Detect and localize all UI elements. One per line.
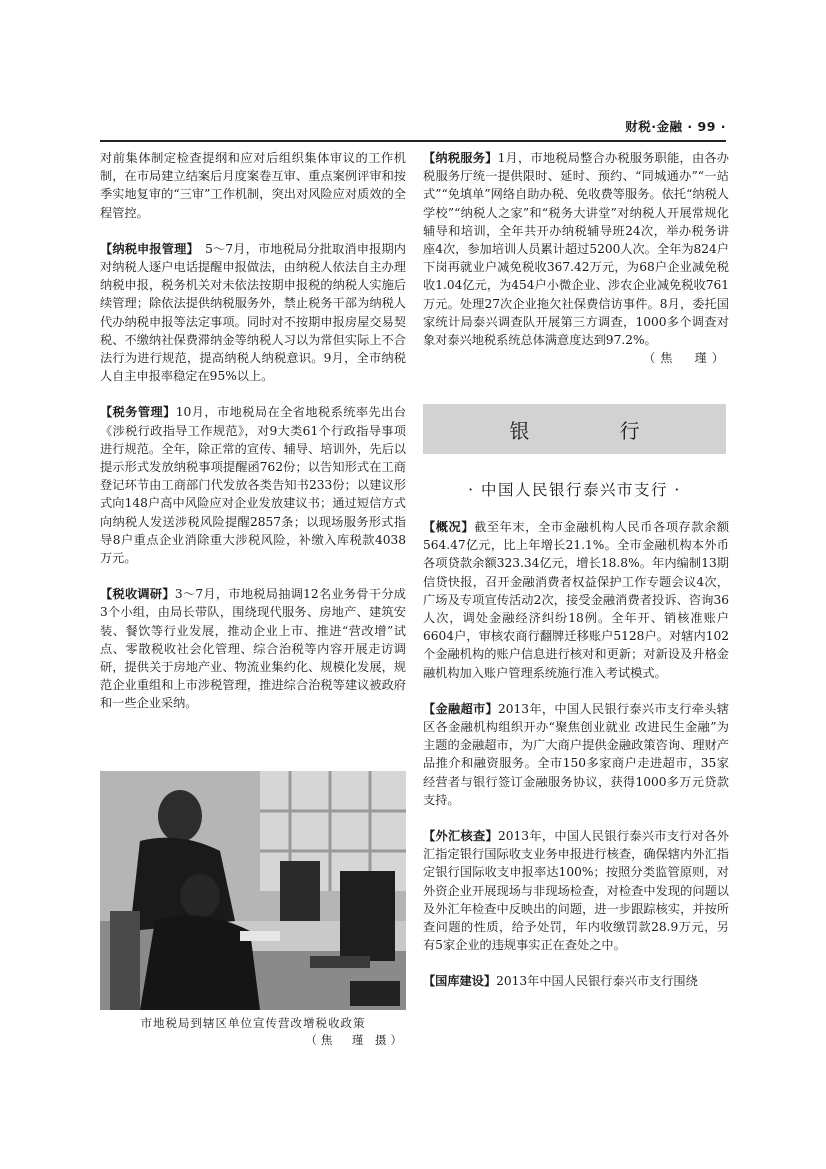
section-tag: 【金融超市】 <box>423 701 498 716</box>
section-tax-service <box>423 149 729 349</box>
section-body: 2013年，中国人民银行泰兴市支行对各外汇指定银行国际收支业务申报进行核查，确保辖内外汇指定银行国际收支申报率达100%；按照分类监管原则，对外资企业开展现场与非现场检查，对检查中发现的问题以及外汇年检查中反映出的问题，进一步跟踪核实，并按所查问题的性质，给予处罚，年内收缴罚款28.9万元，另有5家企业的违规事实正在查处之中。 <box>423 829 729 953</box>
subsection-title: · 中国人民银行泰兴市支行 · <box>468 481 681 499</box>
photo-illustration <box>100 771 406 1010</box>
header-rule <box>100 140 726 142</box>
section-body: 10月，市地税局在全省地税系统率先出台《涉税行政指导工作规范》，对9大类61个行政指导事项进行规范。全年，除正常的宣传、辅导、培训外，先后以提示形式发放纳税事项提醒函762份；以告知形式在工商登记环节由工商部门代发放各类告知书233份；以建议形式向148户高中风险应对企业发放建议书；通过短信方式向纳税人发送涉税风险提醒2857条；以现场服务形式指导8户重点企业消除重大涉税风险，补缴入库税款4038万元。 <box>100 405 406 566</box>
office-photo <box>100 771 406 1010</box>
section-finance-market <box>423 700 729 809</box>
section-tag: 【纳税服务】 <box>423 151 498 165</box>
page-header <box>100 117 726 139</box>
right-column-lower <box>423 518 729 991</box>
section-tag: 【国库建设】 <box>423 974 497 989</box>
author-byline: （焦 瑾） <box>643 351 729 366</box>
right-column-upper <box>423 149 729 367</box>
section-tax-research <box>100 585 406 712</box>
section-body: 3～7月，市地税局抽调12名业务骨干分成3个小组，由局长带队，围绕现代服务、房地产、建筑安装、餐饮等行业发展，推动企业上市、推进“营改增”试点、零散税收社会化管理、综合治税等内容开展走访调研，提供关于房地产业、物流业集约化、规模化发展，规范企业重组和上市涉税管理，推进综合治税等建议被政府和一些企业采纳。 <box>100 587 406 711</box>
running-head: 财税·金融 · 99 · <box>625 119 726 134</box>
section-tag: 【纳税申报管理】 <box>100 241 193 256</box>
section-body: 5～7月，市地税局分批取消申报期内对纳税人逐户电话提醒申报做法，由纳税人依法自主办理纳税申报，税务机关对未依法按期申报税的纳税人实施后续管理；除依法提供纳税服务外，禁止税务干部为纳税人代办纳税申报等法定事项。同时对不按期申报房屋交易契税、不缴纳社保费滞纳金等纳税人习以为常但实际上不合法行为进行规范，提高纳税人纳税意识。9月，全市纳税人自主申报率稳定在95%以上。 <box>100 241 406 384</box>
section-tag: 【外汇核查】 <box>423 829 498 844</box>
section-filing <box>100 240 406 386</box>
section-body: 截至年末，全市金融机构人民币各项存款余额564.47亿元，比上年增长21.1%。全市金融机构本外币各项贷款余额323.34亿元，增长18.8%。年内编制13期信贷快报，召开金融消费者权益保护工作专题会议4次，广场及专项宣传活动2次，接受金融消费者投诉、咨询36人次，调处金融经济纠纷18例。全年开、销核准账户6604户，审核农商行翻牌迁移账户5128户。对辖内102个金融机构的账户信息进行核对和更新；对新设及升格金融机构加入账户管理系统施行准入考试模式。 <box>423 520 730 680</box>
section-tag: 【税收调研】 <box>100 587 175 602</box>
section-tag: 【概况】 <box>423 520 475 534</box>
section-body: 2013年，中国人民银行泰兴市支行牵头辖区各金融机构组织开办“聚焦创业就业 改进民生金融”为主题的金融超市，为广大商户提供金融政策咨询、理财产品推介和融资服务。全市150多家商户走进超市，35家经营者与银行签订金融服务协议，获得1000多万元贷款支持。 <box>423 701 729 807</box>
section-tax-management <box>100 403 406 567</box>
section-overview <box>423 518 729 682</box>
intro-paragraph: 对前集体制定检查提纲和应对后组织集体审议的工作机制，在市局建立结案后月度案卷互审、重点案例评审和按季实地复审的“三审”工作机制，突出对风险应对质效的全程管控。 <box>100 151 406 220</box>
section-body: 2013年中国人民银行泰兴市支行围绕 <box>496 974 698 989</box>
section-treasury <box>423 972 729 990</box>
photo-credit: （焦 瑾 摄） <box>305 1033 406 1047</box>
section-tag: 【税务管理】 <box>100 405 176 420</box>
photo-caption: 市地税局到辖区单位宣传营改增税收政策 <box>140 1016 366 1030</box>
section-body: 1月，市地税局整合办税服务职能，由各办税服务厅统一提供限时、延时、预约、“同城通办”“一站式”“免填单”网络自助办税、免收费等服务。依托“纳税人学校”“纳税人之家”和“税务大讲堂”对纳税人开展常规化辅导和培训，全年共开办纳税辅导班24次，举办税务讲座4次，参加培训人员累计超过5200人次。全年为824户下岗再就业户减免税收367.42万元，为68户企业减免税收1.04亿元，为454户小微企业、涉农企业减免税收761万元。处理27次企业拖欠社保费信访事件。8月，委托国家统计局泰兴调查队开展第三方调查，1000多个调查对象对泰兴地税系统总体满意度达到97.2%。 <box>423 151 729 348</box>
left-column <box>100 149 406 713</box>
section-forex-audit <box>423 827 729 954</box>
section-banner: 银 行 <box>423 404 726 454</box>
